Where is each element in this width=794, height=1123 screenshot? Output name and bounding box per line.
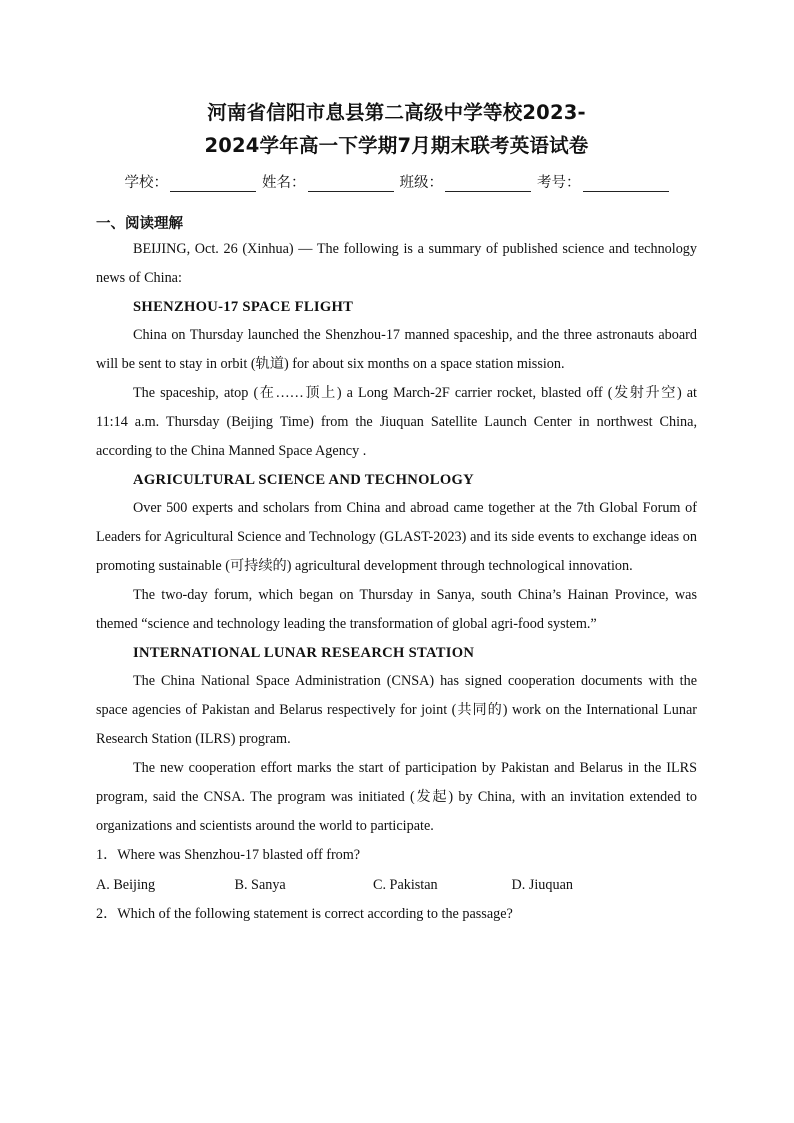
school-label: 学校： [124, 175, 168, 191]
exam-title-line2: 2024学年高一下学期7月期末联考英语试卷 [204, 134, 589, 157]
passage-heading-lunar: INTERNATIONAL LUNAR RESEARCH STATION [133, 645, 475, 661]
passage-heading-agriculture: AGRICULTURAL SCIENCE AND TECHNOLOGY [133, 472, 474, 488]
option-b[interactable]: B. Sanya [234, 877, 286, 893]
exam-number-field [537, 171, 669, 192]
class-label: 班级： [399, 175, 443, 191]
school-field [125, 171, 257, 192]
passage-paragraph-2: The spaceship, atop (在……顶上) a Long March-2F carrier rocket, blasted off (发射升空) at 11:14 a.m. Thursday (Beijing Time) from the Jiuquan Satellite Launch Center in northwest China, according to the China Manned Space Agency . [96, 385, 697, 459]
passage-intro: BEIJING, Oct. 26 (Xinhua) — The following is a summary of published science and technology news of China: [96, 241, 697, 286]
option-d[interactable]: D. Jiuquan [511, 877, 573, 893]
class-field [400, 171, 532, 192]
passage-paragraph-4: The two-day forum, which began on Thursday in Sanya, south China’s Hainan Province, was themed “science and technology leading the transformation of global agri-food system.” [96, 587, 697, 632]
passage-paragraph-1: China on Thursday launched the Shenzhou-17 manned spaceship, and the three astronauts aboard will be sent to stay in orbit (轨道) for about six months on a space station mission. [96, 327, 697, 372]
question-1-stem: 1．Where was Shenzhou-17 blasted off from? [96, 847, 361, 863]
name-field [262, 171, 394, 192]
option-c[interactable]: C. Pakistan [373, 877, 438, 893]
passage-paragraph-5: The China National Space Administration (CNSA) has signed cooperation documents with the space agencies of Pakistan and Belarus respectively for joint (共同的) work on the International Lunar Research Station (ILRS) program. [96, 673, 697, 747]
exam-number-blank[interactable] [583, 175, 669, 192]
class-blank[interactable] [445, 175, 531, 192]
section-title: 一、阅读理解 [96, 216, 183, 232]
exam-number-label: 考号： [537, 175, 581, 191]
exam-title-line1: 河南省信阳市息县第二高级中学等校2023- [207, 101, 586, 124]
name-label: 姓名： [262, 175, 306, 191]
exam-page [96, 96, 697, 929]
option-a[interactable]: A. Beijing [96, 877, 156, 893]
question-1-options [96, 870, 697, 900]
name-blank[interactable] [308, 175, 394, 192]
question-2-stem: 2．Which of the following statement is correct according to the passage? [96, 906, 513, 922]
school-blank[interactable] [170, 175, 256, 192]
passage-heading-shenzhou: SHENZHOU-17 SPACE FLIGHT [133, 299, 354, 315]
passage-paragraph-3: Over 500 experts and scholars from China and abroad came together at the 7th Global Forum of Leaders for Agricultural Science and Technology (GLAST-2023) and its side events to exchange ideas on promoting sustainable (可持续的) agricultural development through technological innovation. [96, 500, 697, 574]
student-info-row [96, 168, 697, 192]
passage-paragraph-6: The new cooperation effort marks the start of participation by Pakistan and Belarus in the ILRS program, said the CNSA. The program was initiated (发起) by China, with an invitation extended to organizations and scientists around the world to participate. [96, 760, 697, 834]
